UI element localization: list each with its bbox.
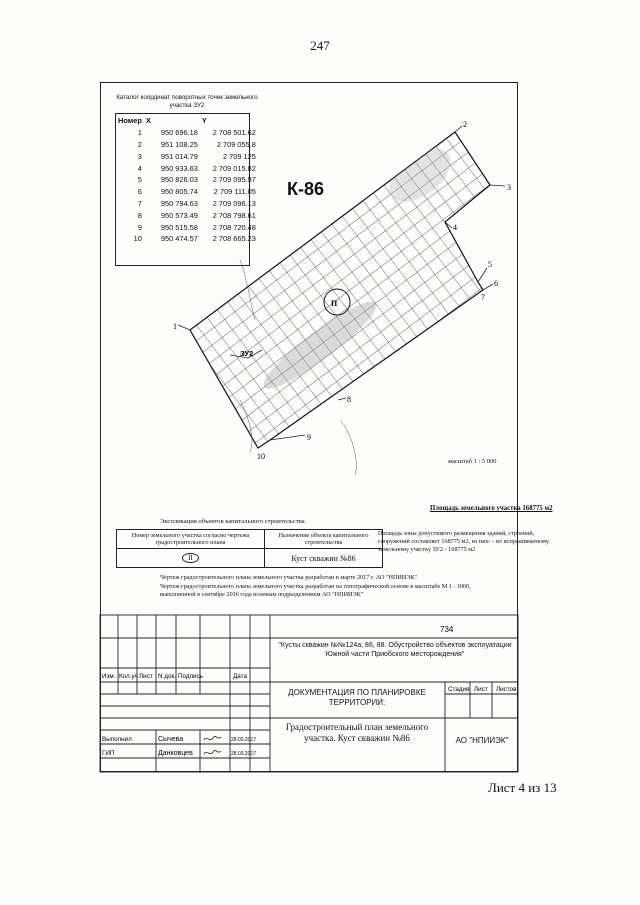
svg-text:6: 6 <box>494 279 498 288</box>
coord-y: 2 709 015.82 <box>212 163 256 173</box>
coord-x: 950 826.03 <box>160 175 198 185</box>
sheet-title: Градостроительный план земельного участка. Куст скважин №86 <box>285 722 429 743</box>
coord-y: 2 708 665.23 <box>212 234 256 244</box>
col-podpis: Подпись <box>178 673 203 680</box>
coord-x: 951 014.79 <box>160 151 198 161</box>
coord-y: 2 708 501.62 <box>212 128 256 138</box>
coord-x: 950 794.63 <box>160 198 198 208</box>
area-caption: Площадь земельного участка 168775 м2 <box>430 505 553 512</box>
point-number: 9 <box>137 222 142 232</box>
coord-y: 2 709 125 <box>222 151 256 161</box>
point-number: 2 <box>137 139 142 149</box>
svg-text:9: 9 <box>307 433 311 442</box>
role-gip: ГИП <box>102 750 115 757</box>
page-number: 247 <box>310 38 330 53</box>
note-line: Чертеж градостроительного плана земельного участка разработан в марте 2017 г. АО "НПИИЭК" <box>160 574 418 581</box>
svg-text:8: 8 <box>347 395 351 404</box>
col-data: Дата <box>233 673 247 680</box>
coord-y: 2 709 096.13 <box>212 198 256 208</box>
company-name: АО "НПИИЭК" <box>455 736 509 745</box>
zone-text: Площадь зоны допустимого размещения зданий, строений, сооружений составляет 168775 м2, из них: - по испрашиваемому земельному участку ЗУ2 - 168775 м2 <box>378 530 549 553</box>
coord-x: 950 515.58 <box>160 222 198 232</box>
svg-text:7: 7 <box>481 293 485 302</box>
coord-y: 2 709 111.05 <box>213 187 256 197</box>
col-y-header: Y <box>201 116 207 126</box>
note-line: Чертеж градостроительного плана земельного участка разработан на топографической основе в масштабе М 1 : 1000, <box>160 582 471 590</box>
point-number: 10 <box>133 234 142 244</box>
point-number: 7 <box>137 198 142 208</box>
note-line: выполненной в сентябре 2016 года полевым подразделением АО "НПИИЭК" <box>160 591 364 598</box>
scale-label: масштаб 1 : 5 000 <box>448 458 497 465</box>
svg-text:3: 3 <box>507 183 511 192</box>
point-number: 4 <box>137 163 142 173</box>
coord-x: 950 573.49 <box>160 210 198 220</box>
col-stadiya: Стадия <box>448 686 470 693</box>
coord-y: 2 709 095.97 <box>212 175 256 185</box>
point-number: 3 <box>137 151 142 161</box>
parcel-label: ЗУ2 <box>240 349 254 358</box>
svg-text:4: 4 <box>453 223 457 232</box>
coord-x: 950 696.18 <box>160 128 198 138</box>
coord-y: 2 708 720.48 <box>212 222 256 232</box>
col-x-header: X <box>145 116 151 126</box>
point-number: 5 <box>137 175 142 185</box>
parcel-number-circle: II <box>182 553 199 563</box>
col-list: Лист <box>139 673 153 680</box>
project-name: "Кусты скважин №№124а, 86, 88. Обустройство объектов эксплуатации Южной части Приобского месторождения" <box>278 642 512 658</box>
signatures <box>204 736 221 754</box>
stamp-code: 734 <box>440 625 454 634</box>
explication-col2-value: Куст скважин №86 <box>265 549 383 568</box>
col-list-2: Лист <box>474 686 488 693</box>
sheet-counter: Лист 4 из 13 <box>488 780 557 795</box>
coord-y: 2 708 798.61 <box>212 210 256 220</box>
coord-y: 2 709 055.8 <box>216 139 256 149</box>
object-marker-label: П <box>331 299 338 308</box>
col-listov: Листов <box>496 686 517 693</box>
point-number: 6 <box>137 187 142 197</box>
coord-x: 950 805.74 <box>160 187 198 197</box>
coord-x: 950 933.63 <box>160 163 198 173</box>
date-performer: 28.03.2017 <box>231 737 257 743</box>
svg-text:5: 5 <box>488 260 492 269</box>
explication-title: Экспликация объектов капитального строительства <box>160 518 305 525</box>
doc-title: ДОКУМЕНТАЦИЯ ПО ПЛАНИРОВКЕ ТЕРРИТОРИИ: <box>288 688 426 707</box>
col-n-dok: N док. <box>158 673 176 680</box>
col-izm: Изм. <box>102 673 116 680</box>
svg-text:1: 1 <box>173 322 177 331</box>
catalog-caption: Каталог координат поворотных точек земельного участка ЗУ2 <box>116 94 258 109</box>
coord-x: 951 108.25 <box>160 139 198 149</box>
map-title: К-86 <box>287 179 325 199</box>
explication-col1-header: Номер земельного участка согласно чертежа градостроительного плана <box>117 530 265 549</box>
point-number: 8 <box>137 210 142 220</box>
date-gip: 28.03.2017 <box>231 751 257 757</box>
point-number: 1 <box>137 128 142 138</box>
col-kol-uch: Кол.уч <box>119 673 138 680</box>
name-gip: Данковцев <box>158 750 193 757</box>
coord-x: 950 474.57 <box>160 234 198 244</box>
svg-text:10: 10 <box>257 452 265 461</box>
explication-col2-header: Назначение объекта капитального строительства <box>265 530 383 549</box>
svg-text:2: 2 <box>463 120 467 129</box>
name-performer: Сычева <box>158 736 184 743</box>
role-performed: Выполнил <box>102 736 132 743</box>
col-number-header: Номер <box>118 116 142 126</box>
